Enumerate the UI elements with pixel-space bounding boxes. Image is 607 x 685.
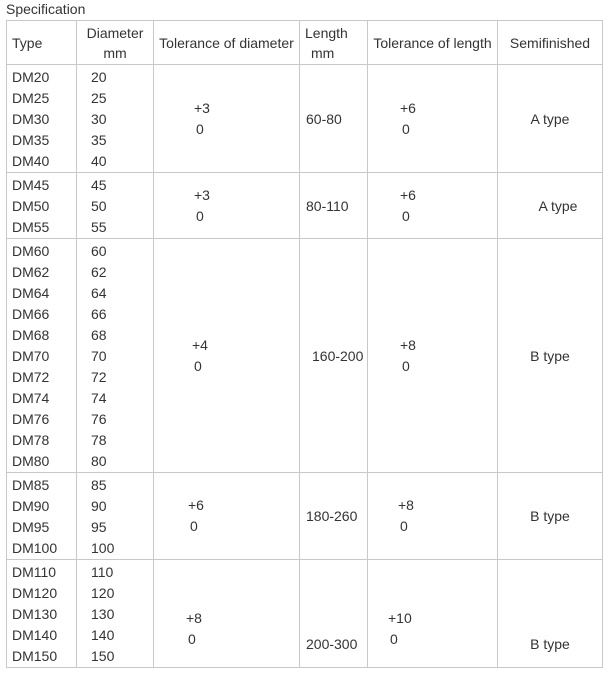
tolerance-diameter-cell	[154, 173, 300, 239]
type-value: DM120	[12, 585, 58, 601]
type-value: DM20	[12, 69, 50, 85]
table-row	[7, 173, 603, 239]
header-semifinished	[498, 21, 603, 65]
diameter-value: 76	[91, 411, 107, 427]
type-value: DM70	[12, 348, 50, 364]
type-value: DM110	[12, 564, 57, 580]
header-type	[7, 21, 77, 65]
tolerance-length-cell	[368, 239, 498, 473]
tolerance-diameter-cell-lower: 0	[194, 357, 202, 374]
tolerance-diameter-cell-lower: 0	[196, 207, 204, 224]
tolerance-diameter-cell-values	[154, 335, 299, 377]
semifinished-value: B type	[530, 347, 570, 364]
type-value: DM35	[12, 132, 50, 148]
type-value: DM68	[12, 327, 50, 343]
tolerance-length-cell-lower: 0	[402, 207, 410, 224]
type-value: DM140	[12, 627, 58, 643]
tolerance-length-cell-upper: +8	[400, 336, 416, 353]
type-cell	[7, 473, 77, 560]
type-cell	[7, 560, 77, 668]
diameter-value: 45	[91, 177, 107, 193]
header-tolerance-diameter	[154, 21, 300, 65]
header-semifinished-label: Semifinished	[509, 34, 591, 51]
type-value: DM45	[12, 177, 50, 193]
type-value: DM130	[12, 606, 58, 622]
type-value: DM25	[12, 90, 50, 106]
type-value: DM100	[12, 540, 58, 556]
diameter-value: 55	[91, 219, 107, 235]
diameter-value: 70	[91, 348, 107, 364]
type-value: DM90	[12, 498, 50, 514]
diameter-value: 90	[91, 498, 107, 514]
tolerance-diameter-cell	[154, 65, 300, 173]
semifinished-cell	[498, 65, 603, 173]
diameter-list	[77, 239, 153, 472]
diameter-value: 60	[91, 243, 107, 259]
tolerance-length-cell-lower: 0	[402, 357, 410, 374]
tolerance-length-cell-upper: +6	[400, 186, 416, 203]
type-value: DM55	[12, 219, 50, 235]
diameter-value: 30	[91, 111, 107, 127]
type-value: DM60	[12, 243, 50, 259]
tolerance-diameter-cell	[154, 560, 300, 668]
semifinished-value: B type	[530, 508, 570, 524]
length-cell	[300, 473, 368, 560]
tolerance-length-cell-values	[368, 98, 497, 140]
type-list	[7, 473, 76, 559]
diameter-value: 78	[91, 432, 107, 448]
semifinished-cell	[498, 560, 603, 668]
type-cell	[7, 239, 77, 473]
type-list	[7, 239, 76, 472]
tolerance-diameter-cell-upper: +3	[194, 186, 210, 203]
type-value: DM74	[12, 390, 50, 406]
diameter-cell	[77, 239, 154, 473]
diameter-value: 95	[91, 519, 107, 535]
semifinished-cell	[498, 239, 603, 473]
length-cell	[300, 239, 368, 473]
tolerance-diameter-cell-upper: +4	[192, 336, 208, 353]
header-length-unit: mm	[311, 44, 335, 61]
header-length	[300, 21, 368, 65]
semifinished-value: A type	[538, 197, 578, 214]
diameter-list	[77, 65, 153, 172]
tolerance-diameter-cell-values	[154, 578, 299, 650]
tolerance-diameter-cell	[154, 239, 300, 473]
type-value: DM80	[12, 453, 50, 469]
header-row	[7, 21, 603, 65]
type-value: DM95	[12, 519, 50, 535]
tolerance-diameter-cell-values	[154, 185, 299, 227]
table-row	[7, 560, 603, 668]
header-length-label: Length	[305, 24, 348, 41]
length-value: 160-200	[312, 347, 364, 364]
tolerance-length-cell-upper: +10	[388, 609, 412, 626]
diameter-value: 35	[91, 132, 107, 148]
diameter-value: 150	[91, 648, 115, 664]
diameter-list	[77, 473, 153, 559]
table-row	[7, 473, 603, 560]
type-cell	[7, 173, 77, 239]
diameter-list	[77, 173, 153, 238]
diameter-value: 80	[91, 453, 107, 469]
tolerance-diameter-cell-upper: +8	[186, 609, 202, 626]
diameter-value: 85	[91, 477, 107, 493]
header-tolerance-length	[368, 21, 498, 65]
tolerance-diameter-cell-values	[154, 495, 299, 537]
type-list	[7, 65, 76, 172]
header-diameter-unit: mm	[103, 44, 127, 61]
diameter-value: 74	[91, 390, 107, 406]
table-row	[7, 239, 603, 473]
length-cell	[300, 65, 368, 173]
tolerance-diameter-cell-upper: +3	[194, 99, 210, 116]
type-cell	[7, 65, 77, 173]
length-cell	[300, 560, 368, 668]
type-value: DM50	[12, 198, 50, 214]
length-value: 200-300	[306, 635, 358, 652]
tolerance-diameter-cell-values	[154, 98, 299, 140]
type-value: DM64	[12, 285, 50, 301]
semifinished-cell	[498, 473, 603, 560]
tolerance-diameter-cell-lower: 0	[196, 120, 204, 137]
length-cell	[300, 173, 368, 239]
tolerance-length-cell-values	[368, 335, 497, 377]
semifinished-cell	[498, 173, 603, 239]
tolerance-length-cell	[368, 173, 498, 239]
tolerance-length-cell-values	[368, 495, 497, 537]
diameter-value: 140	[91, 627, 115, 643]
header-tolerance-diameter-label: Tolerance of diameter	[159, 34, 294, 51]
diameter-value: 130	[91, 606, 115, 622]
type-value: DM72	[12, 369, 50, 385]
diameter-value: 120	[91, 585, 115, 601]
diameter-value: 72	[91, 369, 107, 385]
diameter-cell	[77, 65, 154, 173]
semifinished-value: B type	[530, 635, 570, 652]
diameter-value: 68	[91, 327, 107, 343]
type-value: DM30	[12, 111, 50, 127]
header-diameter-label: Diameter	[86, 24, 144, 41]
table-caption: Specification	[6, 1, 86, 17]
diameter-value: 62	[91, 264, 107, 280]
type-list	[7, 560, 76, 667]
tolerance-diameter-cell-lower: 0	[188, 630, 196, 647]
tolerance-length-cell	[368, 560, 498, 668]
tolerance-length-cell-lower: 0	[400, 518, 408, 534]
diameter-value: 66	[91, 306, 107, 322]
type-value: DM78	[12, 432, 50, 448]
tolerance-length-cell-lower: 0	[402, 120, 410, 137]
type-value: DM85	[12, 477, 50, 493]
tolerance-length-cell-upper: +6	[400, 99, 416, 116]
tolerance-length-cell-upper: +8	[398, 497, 414, 513]
diameter-value: 40	[91, 153, 107, 169]
tolerance-diameter-cell	[154, 473, 300, 560]
semifinished-value: A type	[530, 110, 570, 127]
tolerance-diameter-cell-upper: +6	[188, 497, 204, 513]
length-value: 80-110	[306, 197, 349, 214]
table-row	[7, 65, 603, 173]
tolerance-length-cell-values	[368, 185, 497, 227]
diameter-value: 64	[91, 285, 107, 301]
diameter-value: 20	[91, 69, 107, 85]
tolerance-diameter-cell-lower: 0	[190, 518, 198, 534]
length-value: 180-260	[306, 508, 358, 524]
type-value: DM40	[12, 153, 50, 169]
type-value: DM66	[12, 306, 50, 322]
tolerance-length-cell-values	[368, 578, 497, 650]
header-tolerance-length-label: Tolerance of length	[373, 34, 492, 51]
diameter-value: 25	[91, 90, 107, 106]
type-value: DM76	[12, 411, 50, 427]
specification-table	[6, 20, 603, 668]
tolerance-length-cell	[368, 473, 498, 560]
diameter-value: 100	[91, 540, 115, 556]
type-value: DM150	[12, 648, 58, 664]
diameter-value: 50	[91, 198, 107, 214]
tolerance-length-cell-lower: 0	[390, 630, 398, 647]
diameter-cell	[77, 173, 154, 239]
tolerance-length-cell	[368, 65, 498, 173]
diameter-list	[77, 560, 153, 667]
diameter-cell	[77, 560, 154, 668]
diameter-value: 110	[91, 564, 114, 580]
type-list	[7, 173, 76, 238]
header-type-label: Type	[12, 34, 43, 51]
length-value: 60-80	[306, 110, 342, 127]
type-value: DM62	[12, 264, 50, 280]
diameter-cell	[77, 473, 154, 560]
header-diameter	[77, 21, 154, 65]
